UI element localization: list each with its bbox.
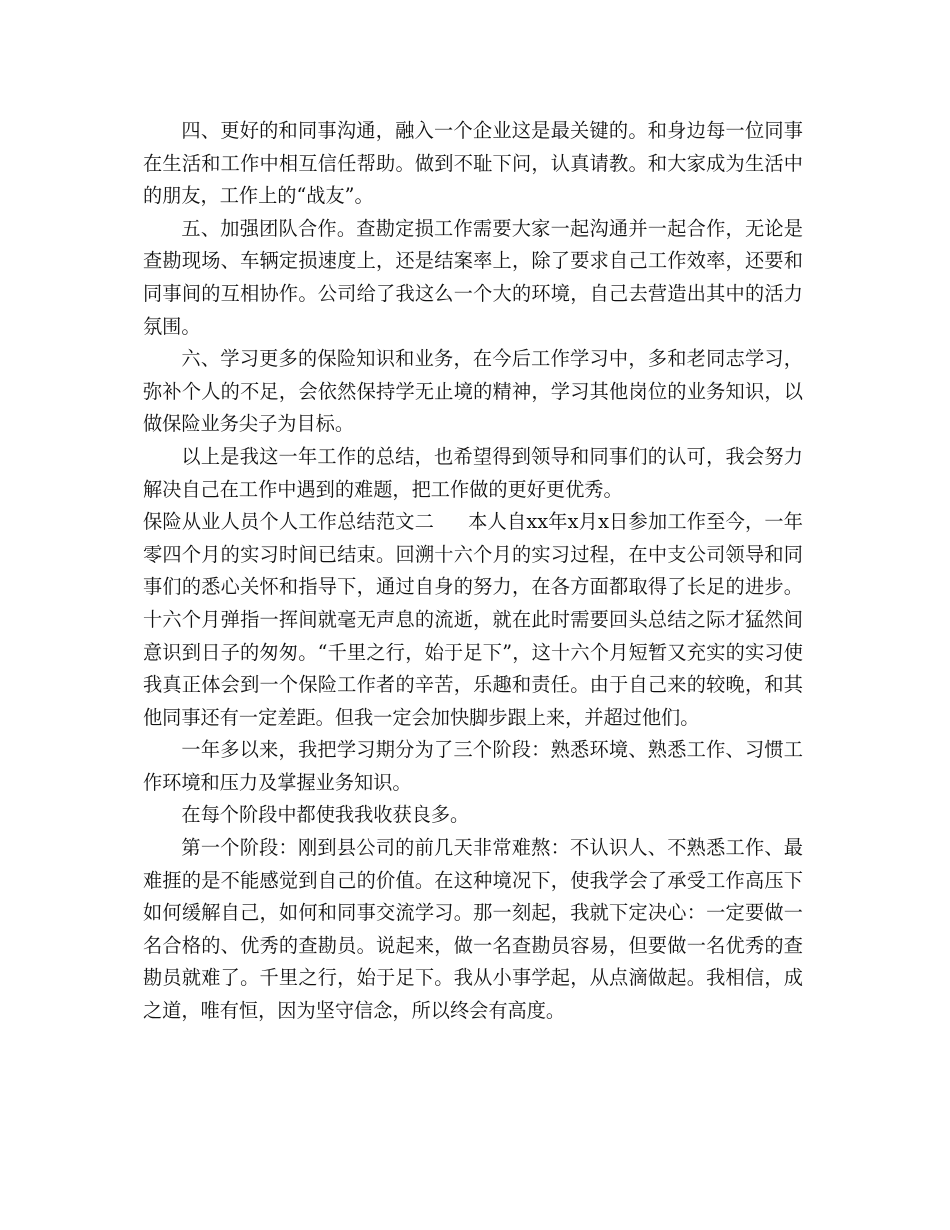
paragraph-three-stages: 一年多以来，我把学习期分为了三个阶段：熟悉环境、熟悉工作、习惯工作环境和压力及掌握业务知识。 — [143, 738, 803, 794]
paragraph-summary: 以上是我这一年工作的总结，也希望得到领导和同事们的认可，我会努力解决自己在工作中遇到的难题，把工作做的更好更优秀。 — [143, 444, 803, 501]
section-heading: 保险从业人员个人工作总结范文二 — [143, 510, 435, 534]
section-two-paragraph — [143, 506, 803, 734]
paragraph-gains: 在每个阶段中都使我我收获良多。 — [181, 803, 470, 827]
paragraph-communication: 四、更好的和同事沟通，融入一个企业这是最关键的。和身边每一位同事在生活和工作中相互信任帮助。做到不耻下问，认真请教。和大家成为生活中的朋友，工作上的“战友”。 — [143, 119, 803, 208]
paragraph-learning: 六、学习更多的保险知识和业务，在今后工作学习中，多和老同志学习，弥补个人的不足，会依然保持学无止境的精神，学习其他岗位的业务知识，以做保险业务尖子为目标。 — [143, 347, 803, 436]
section-intro-text: 本人自xx年x月x日参加工作至今，一年零四个月的实习时间已结束。回溯十六个月的实习过程，在中支公司领导和同事们的悉心关怀和指导下，通过自身的努力，在各方面都取得了长足的进步。十六个月弹指一挥间就毫无声息的流逝，就在此时需要回头总结之际才猛然间意识到日子的匆匆。“千里之行，始于足下”，这十六个月短暂又充实的实习使我真正体会到一个保险工作者的辛苦，乐趣和责任。由于自己来的较晚，和其他同事还有一定差距。但我一定会加快脚步跟上来，并超过他们。 — [143, 510, 803, 729]
paragraph-first-stage: 第一个阶段：刚到县公司的前几天非常难熬：不认识人、不熟悉工作、最难捱的是不能感觉到自己的价值。在这种境况下，使我学会了承受工作高压下如何缓解自己，如何和同事交流学习。那一刻起，我就下定决心：一定要做一名合格的、优秀的查勘员。说起来，做一名查勘员容易，但要做一名优秀的查勘员就难了。千里之行，始于足下。我从小事学起，从点滴做起。我相信，成之道，唯有恒，因为坚守信念，所以终会有高度。 — [143, 836, 803, 1023]
paragraph-teamwork: 五、加强团队合作。查勘定损工作需要大家一起沟通并一起合作，无论是查勘现场、车辆定损速度上，还是结案率上，除了要求自己工作效率，还要和同事间的互相协作。公司给了我这么一个大的环境，自己去营造出其中的活力氛围。 — [143, 216, 803, 338]
document-body — [143, 115, 803, 1028]
